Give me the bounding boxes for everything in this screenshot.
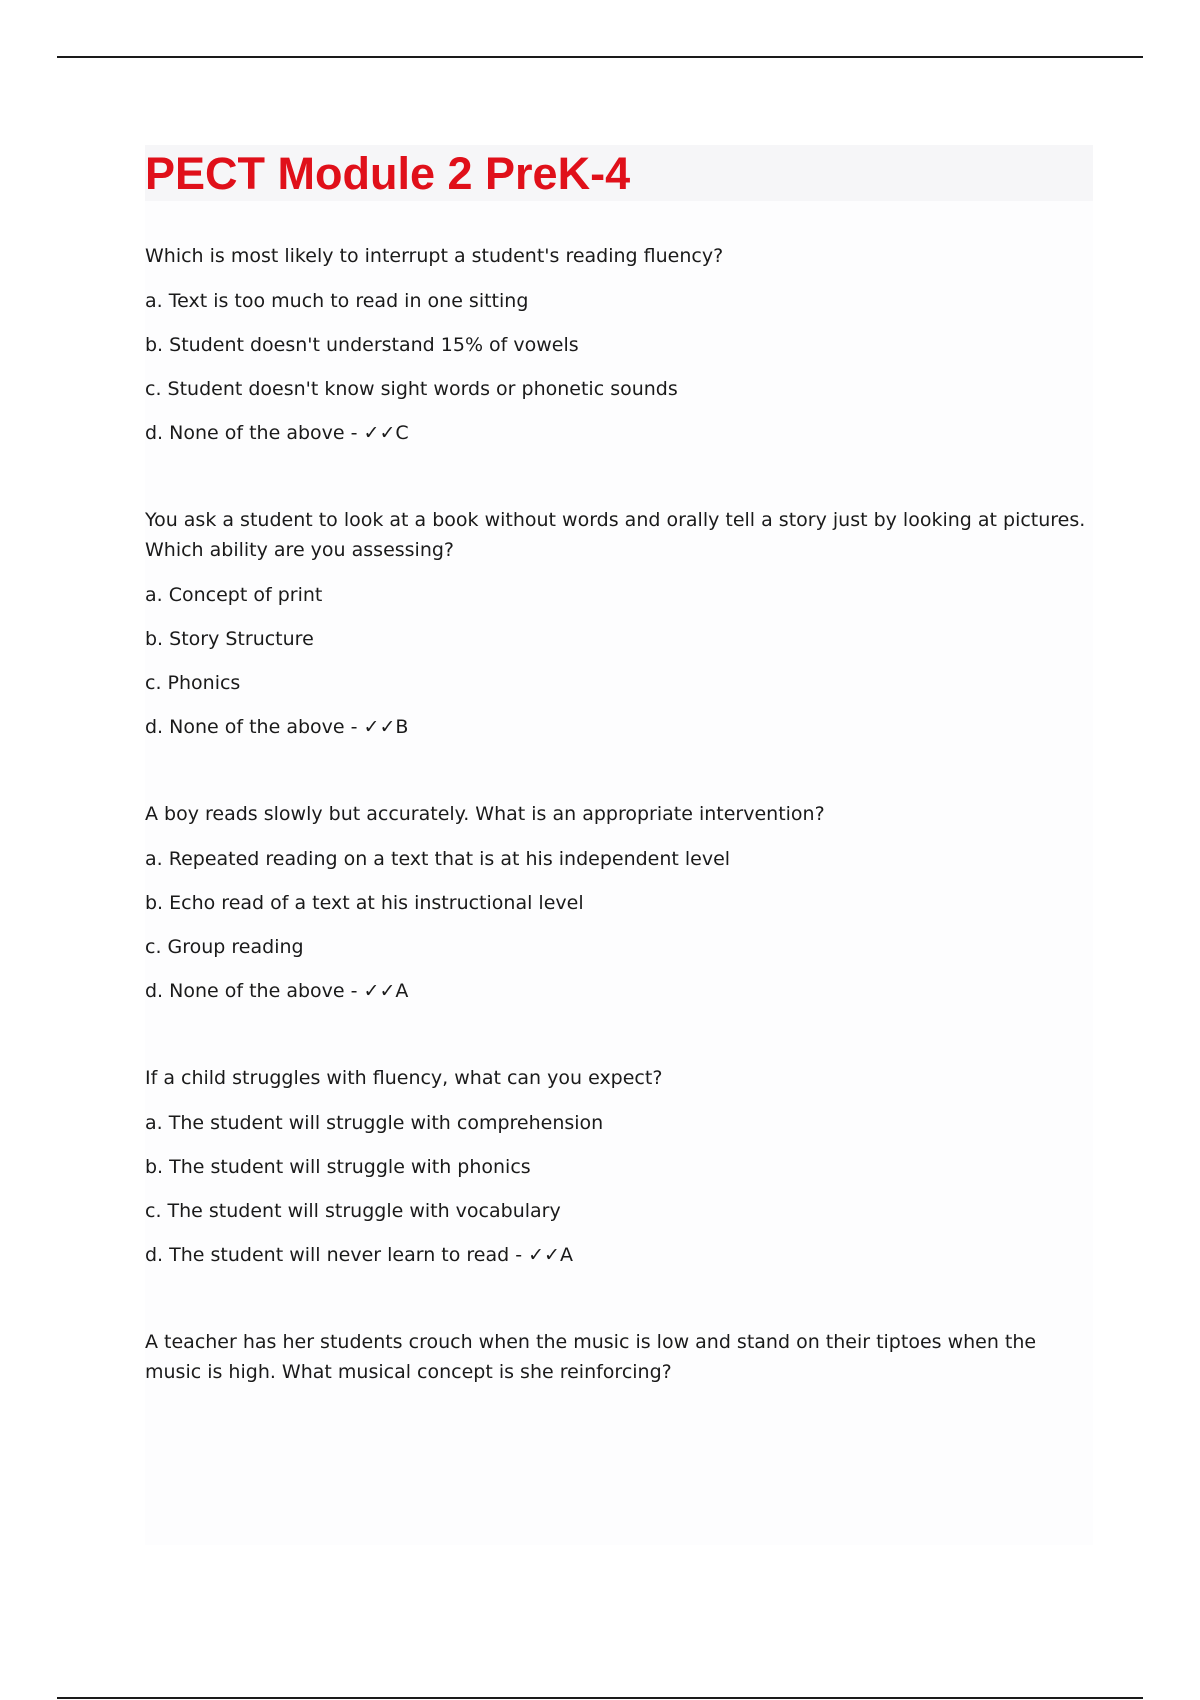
title-band <box>145 145 1093 201</box>
question-text: Which is most likely to interrupt a student's reading fluency? <box>145 245 724 267</box>
page-title: PECT Module 2 PreK-4 <box>145 147 631 199</box>
option-a: a. Concept of print <box>145 584 323 606</box>
question-4 <box>145 1063 1093 1269</box>
option-d-text: d. None of the above <box>145 422 345 444</box>
answer-key: - ✓✓A <box>509 1244 573 1266</box>
question-text: You ask a student to look at a book without words and orally tell a story just by looking at pictures. Which ability are you assessing? <box>145 509 1086 561</box>
question-3 <box>145 799 1093 1005</box>
top-rule <box>57 56 1143 58</box>
option-d <box>145 419 1093 447</box>
bottom-rule <box>57 1697 1143 1699</box>
option-c: c. Group reading <box>145 936 304 958</box>
answer-key: - ✓✓A <box>344 980 409 1002</box>
question-text: A teacher has her students crouch when the music is low and stand on their tiptoes when the music is high. What musical concept is she reinforcing? <box>145 1331 1037 1383</box>
option-b: b. Echo read of a text at his instructional level <box>145 892 584 914</box>
question-text: A boy reads slowly but accurately. What is an appropriate intervention? <box>145 803 825 825</box>
question-1 <box>145 241 1093 447</box>
option-c: c. The student will struggle with vocabulary <box>145 1200 561 1222</box>
option-d <box>145 1241 1093 1269</box>
option-c: c. Phonics <box>145 672 241 694</box>
option-d-text: d. The student will never learn to read <box>145 1244 510 1266</box>
answer-key: - ✓✓C <box>344 422 409 444</box>
option-d-text: d. None of the above <box>145 716 345 738</box>
question-text: If a child struggles with fluency, what can you expect? <box>145 1067 663 1089</box>
option-c: c. Student doesn't know sight words or phonetic sounds <box>145 378 678 400</box>
question-5 <box>145 1327 1093 1387</box>
option-b: b. Story Structure <box>145 628 314 650</box>
option-d <box>145 713 1093 741</box>
option-a: a. Text is too much to read in one sitting <box>145 290 529 312</box>
option-d <box>145 977 1093 1005</box>
answer-key: - ✓✓B <box>344 716 409 738</box>
option-a: a. The student will struggle with comprehension <box>145 1112 604 1134</box>
option-b: b. The student will struggle with phonics <box>145 1156 531 1178</box>
option-a: a. Repeated reading on a text that is at his independent level <box>145 848 731 870</box>
question-2 <box>145 505 1093 741</box>
page-content <box>145 145 1093 1545</box>
option-d-text: d. None of the above <box>145 980 345 1002</box>
option-b: b. Student doesn't understand 15% of vowels <box>145 334 579 356</box>
